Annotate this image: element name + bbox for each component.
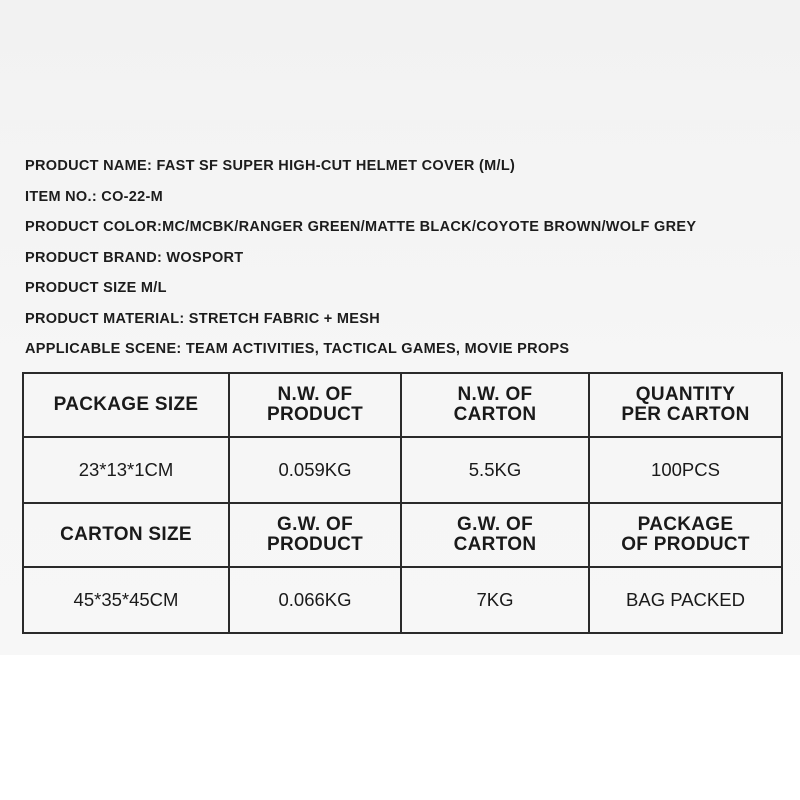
value-nw-of-carton: 5.5KG xyxy=(401,437,589,503)
table-row xyxy=(23,567,782,633)
spec-product-size: PRODUCT SIZE M/L xyxy=(25,280,167,296)
header-nw-of-product: N.W. OF PRODUCT xyxy=(229,373,401,437)
bottom-blank-area xyxy=(0,655,800,800)
spec-item-no: ITEM NO.: CO-22-M xyxy=(25,188,164,205)
table-row xyxy=(23,503,782,567)
header-gw-of-product: G.W. OF PRODUCT xyxy=(229,503,401,567)
value-gw-of-product: 0.066KG xyxy=(229,567,401,633)
spec-list xyxy=(25,155,785,369)
spec-applicable-scene: APPLICABLE SCENE: TEAM ACTIVITIES, TACTICAL GAMES, MOVIE PROPS xyxy=(25,341,570,357)
header-package-of-product: PACKAGE OF PRODUCT xyxy=(589,503,782,567)
header-nw-of-carton: N.W. OF CARTON xyxy=(401,373,589,437)
value-package-of-product: BAG PACKED xyxy=(589,567,782,633)
header-gw-of-carton: G.W. OF CARTON xyxy=(401,503,589,567)
table-row xyxy=(23,437,782,503)
value-gw-of-carton: 7KG xyxy=(401,567,589,633)
spec-product-color: PRODUCT COLOR:MC/MCBK/RANGER GREEN/MATTE BLACK/COYOTE BROWN/WOLF GREY xyxy=(25,219,697,235)
spec-product-name: PRODUCT NAME: FAST SF SUPER HIGH-CUT HELMET COVER (M/L) xyxy=(25,158,516,174)
value-carton-size: 45*35*45CM xyxy=(23,567,229,633)
table-row xyxy=(23,373,782,437)
packaging-table xyxy=(22,372,783,634)
spec-product-material: PRODUCT MATERIAL: STRETCH FABRIC + MESH xyxy=(25,310,380,327)
header-quantity-per-carton: QUANTITY PER CARTON xyxy=(589,373,782,437)
header-carton-size: CARTON SIZE xyxy=(23,503,229,567)
value-quantity-per-carton: 100PCS xyxy=(589,437,782,503)
spec-product-brand: PRODUCT BRAND: WOSPORT xyxy=(25,249,244,266)
value-package-size: 23*13*1CM xyxy=(23,437,229,503)
value-nw-of-product: 0.059KG xyxy=(229,437,401,503)
header-package-size: PACKAGE SIZE xyxy=(23,373,229,437)
